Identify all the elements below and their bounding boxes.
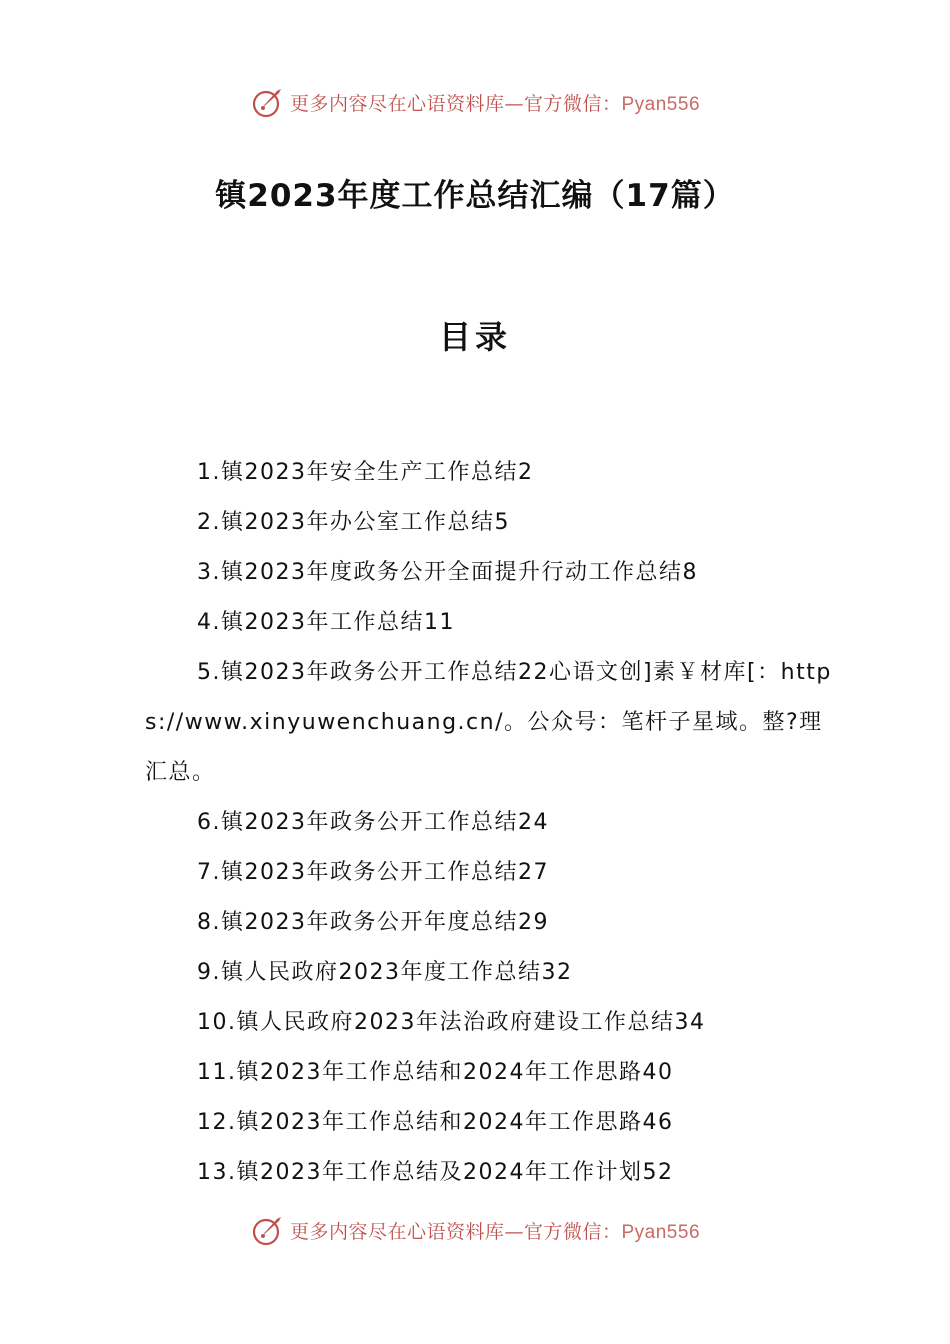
banner-text: 更多内容尽在心语资料库—官方微信：Pyan556 bbox=[289, 1220, 701, 1243]
document-title: 镇2023年度工作总结汇编（17篇） bbox=[215, 178, 735, 214]
toc-heading: 目录 bbox=[438, 318, 511, 356]
toc-item[interactable]: 1.镇2023年安全生产工作总结2 bbox=[197, 460, 534, 485]
toc-item[interactable]: 8.镇2023年政务公开年度总结29 bbox=[197, 910, 549, 935]
toc-item[interactable]: 11.镇2023年工作总结和2024年工作思路40 bbox=[197, 1060, 674, 1085]
toc-item[interactable]: 5.镇2023年政务公开工作总结22心语文创]素￥材库[：https://www.xinyuwenchuang.cn/。公众号：笔杆子星域。整?理汇总。 bbox=[145, 660, 832, 785]
quill-pen-logo-icon bbox=[250, 84, 286, 120]
toc-item[interactable]: 6.镇2023年政务公开工作总结24 bbox=[197, 810, 549, 835]
wechat-id: Pyan556 bbox=[621, 1221, 701, 1243]
toc-item[interactable]: 2.镇2023年办公室工作总结5 bbox=[197, 510, 510, 535]
banner-text: 更多内容尽在心语资料库—官方微信：Pyan556 bbox=[289, 92, 701, 115]
header-banner bbox=[0, 82, 950, 122]
toc-item[interactable]: 13.镇2023年工作总结及2024年工作计划52 bbox=[197, 1160, 674, 1185]
wechat-id: Pyan556 bbox=[621, 93, 701, 115]
quill-pen-logo-icon bbox=[250, 1212, 286, 1248]
toc-item[interactable]: 4.镇2023年工作总结11 bbox=[197, 610, 455, 635]
footer-banner bbox=[0, 1210, 950, 1250]
table-of-contents bbox=[145, 448, 835, 1198]
toc-item[interactable]: 9.镇人民政府2023年度工作总结32 bbox=[197, 960, 573, 985]
toc-item[interactable]: 10.镇人民政府2023年法治政府建设工作总结34 bbox=[197, 1010, 706, 1035]
toc-item[interactable]: 12.镇2023年工作总结和2024年工作思路46 bbox=[197, 1110, 674, 1135]
toc-item[interactable]: 3.镇2023年度政务公开全面提升行动工作总结8 bbox=[197, 560, 698, 585]
toc-item[interactable]: 7.镇2023年政务公开工作总结27 bbox=[197, 860, 549, 885]
